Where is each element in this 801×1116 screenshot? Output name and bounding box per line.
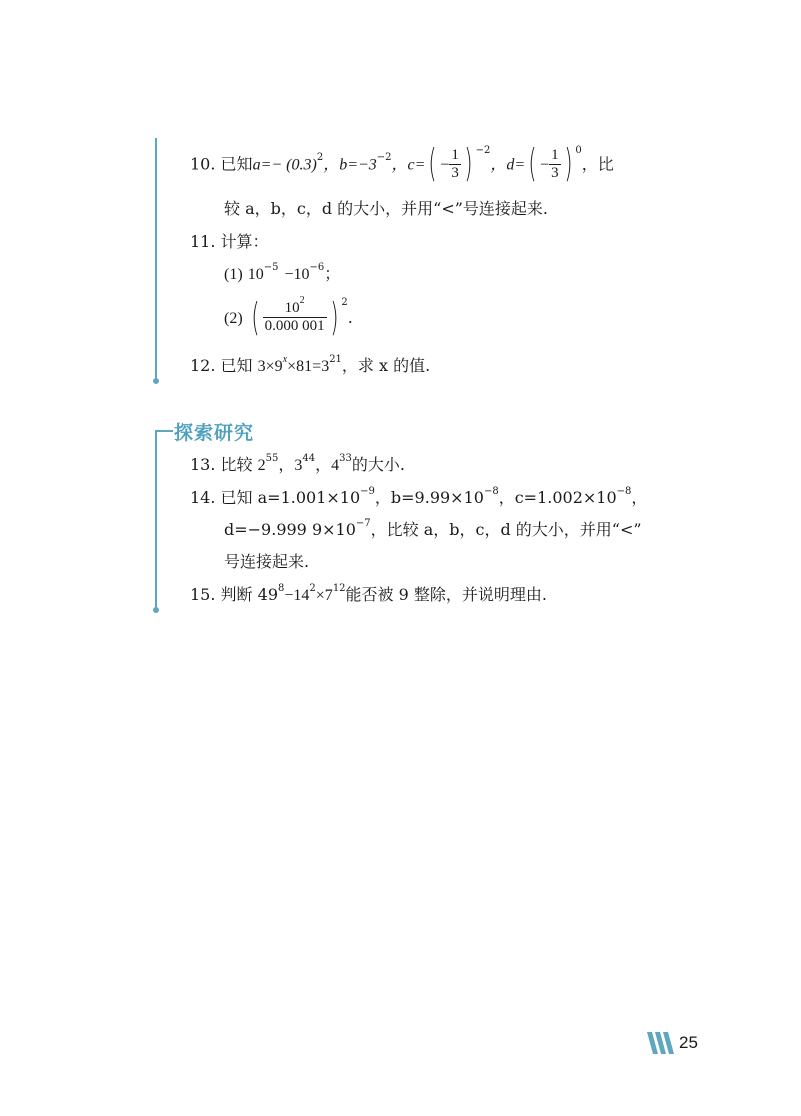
margin-rule-bottom: [155, 432, 157, 610]
exercise-12-line: 12. 已知 $3\times 9^x\times 81=3^{21}$，求 x 的值.: [190, 353, 431, 375]
exercise-13-line: 13. 比较 $2^{55}$，$3^{44}$，$4^{33}$的大小.: [190, 452, 405, 474]
exercise-14-number: 14.: [190, 488, 216, 507]
exercise-11-title: 11. 计算：: [190, 232, 269, 251]
margin-rule-bottom-dot: [153, 607, 159, 613]
exercise-11-part-2: (2) ( $\frac{10^2}{0.000 001}$ ) $^2$.: [224, 294, 353, 339]
exercise-11-number: 11.: [190, 232, 216, 251]
exercise-15-number: 15.: [190, 585, 216, 604]
exercise-10-line-1: 10. 已知$a=- (0.3)^2$，$b=-3^{-2}$，c=( − $\frac{1}{3}$ ) $^{-2}$，d=( − $\frac{1}{3}$ ) $^0$，比: [190, 141, 614, 185]
section-title: 探索研究: [174, 422, 255, 444]
fraction-c: $\frac{1}{3}$: [451, 146, 459, 181]
fraction-d: $\frac{1}{3}$: [551, 146, 559, 181]
fraction-11-2: $\frac{10^2}{0.000 001}$: [264, 295, 325, 334]
exercise-14-line-3: 号连接起来.: [224, 552, 310, 571]
exercise-14-line-2: d=−9.999 $9\times 10^{-7}$，比较 a，b，c，d 的大小，并用“<”: [224, 517, 642, 539]
exercise-13-number: 13.: [190, 455, 216, 474]
exercise-15-line: 15. 判断 $49^8-14^2\times 7^{12}$能否被 9 整除，并说明理由.: [190, 582, 547, 604]
margin-rule-top-dot: [153, 378, 159, 384]
exercise-11-part-1: (1) $10^{-5} -10^{-6}$；: [224, 261, 341, 283]
section-title-bar: [155, 430, 173, 432]
exercise-10-line-2: 较 a，b，c，d 的大小，并用“<”号连接起来.: [224, 199, 549, 218]
exercise-12-number: 12.: [190, 356, 216, 375]
page-marker-stripes-icon: [647, 1032, 677, 1054]
page-number: 25: [679, 1033, 698, 1052]
exercise-14-line-1: 14. 已知 $a=1.001\times 10^{-9}$，$b=9.99\times 10^{-8}$，$c=1.002\times 10^{-8}$，: [190, 485, 648, 507]
exercise-10-number: 10.: [190, 154, 216, 174]
margin-rule-top: [155, 138, 157, 381]
